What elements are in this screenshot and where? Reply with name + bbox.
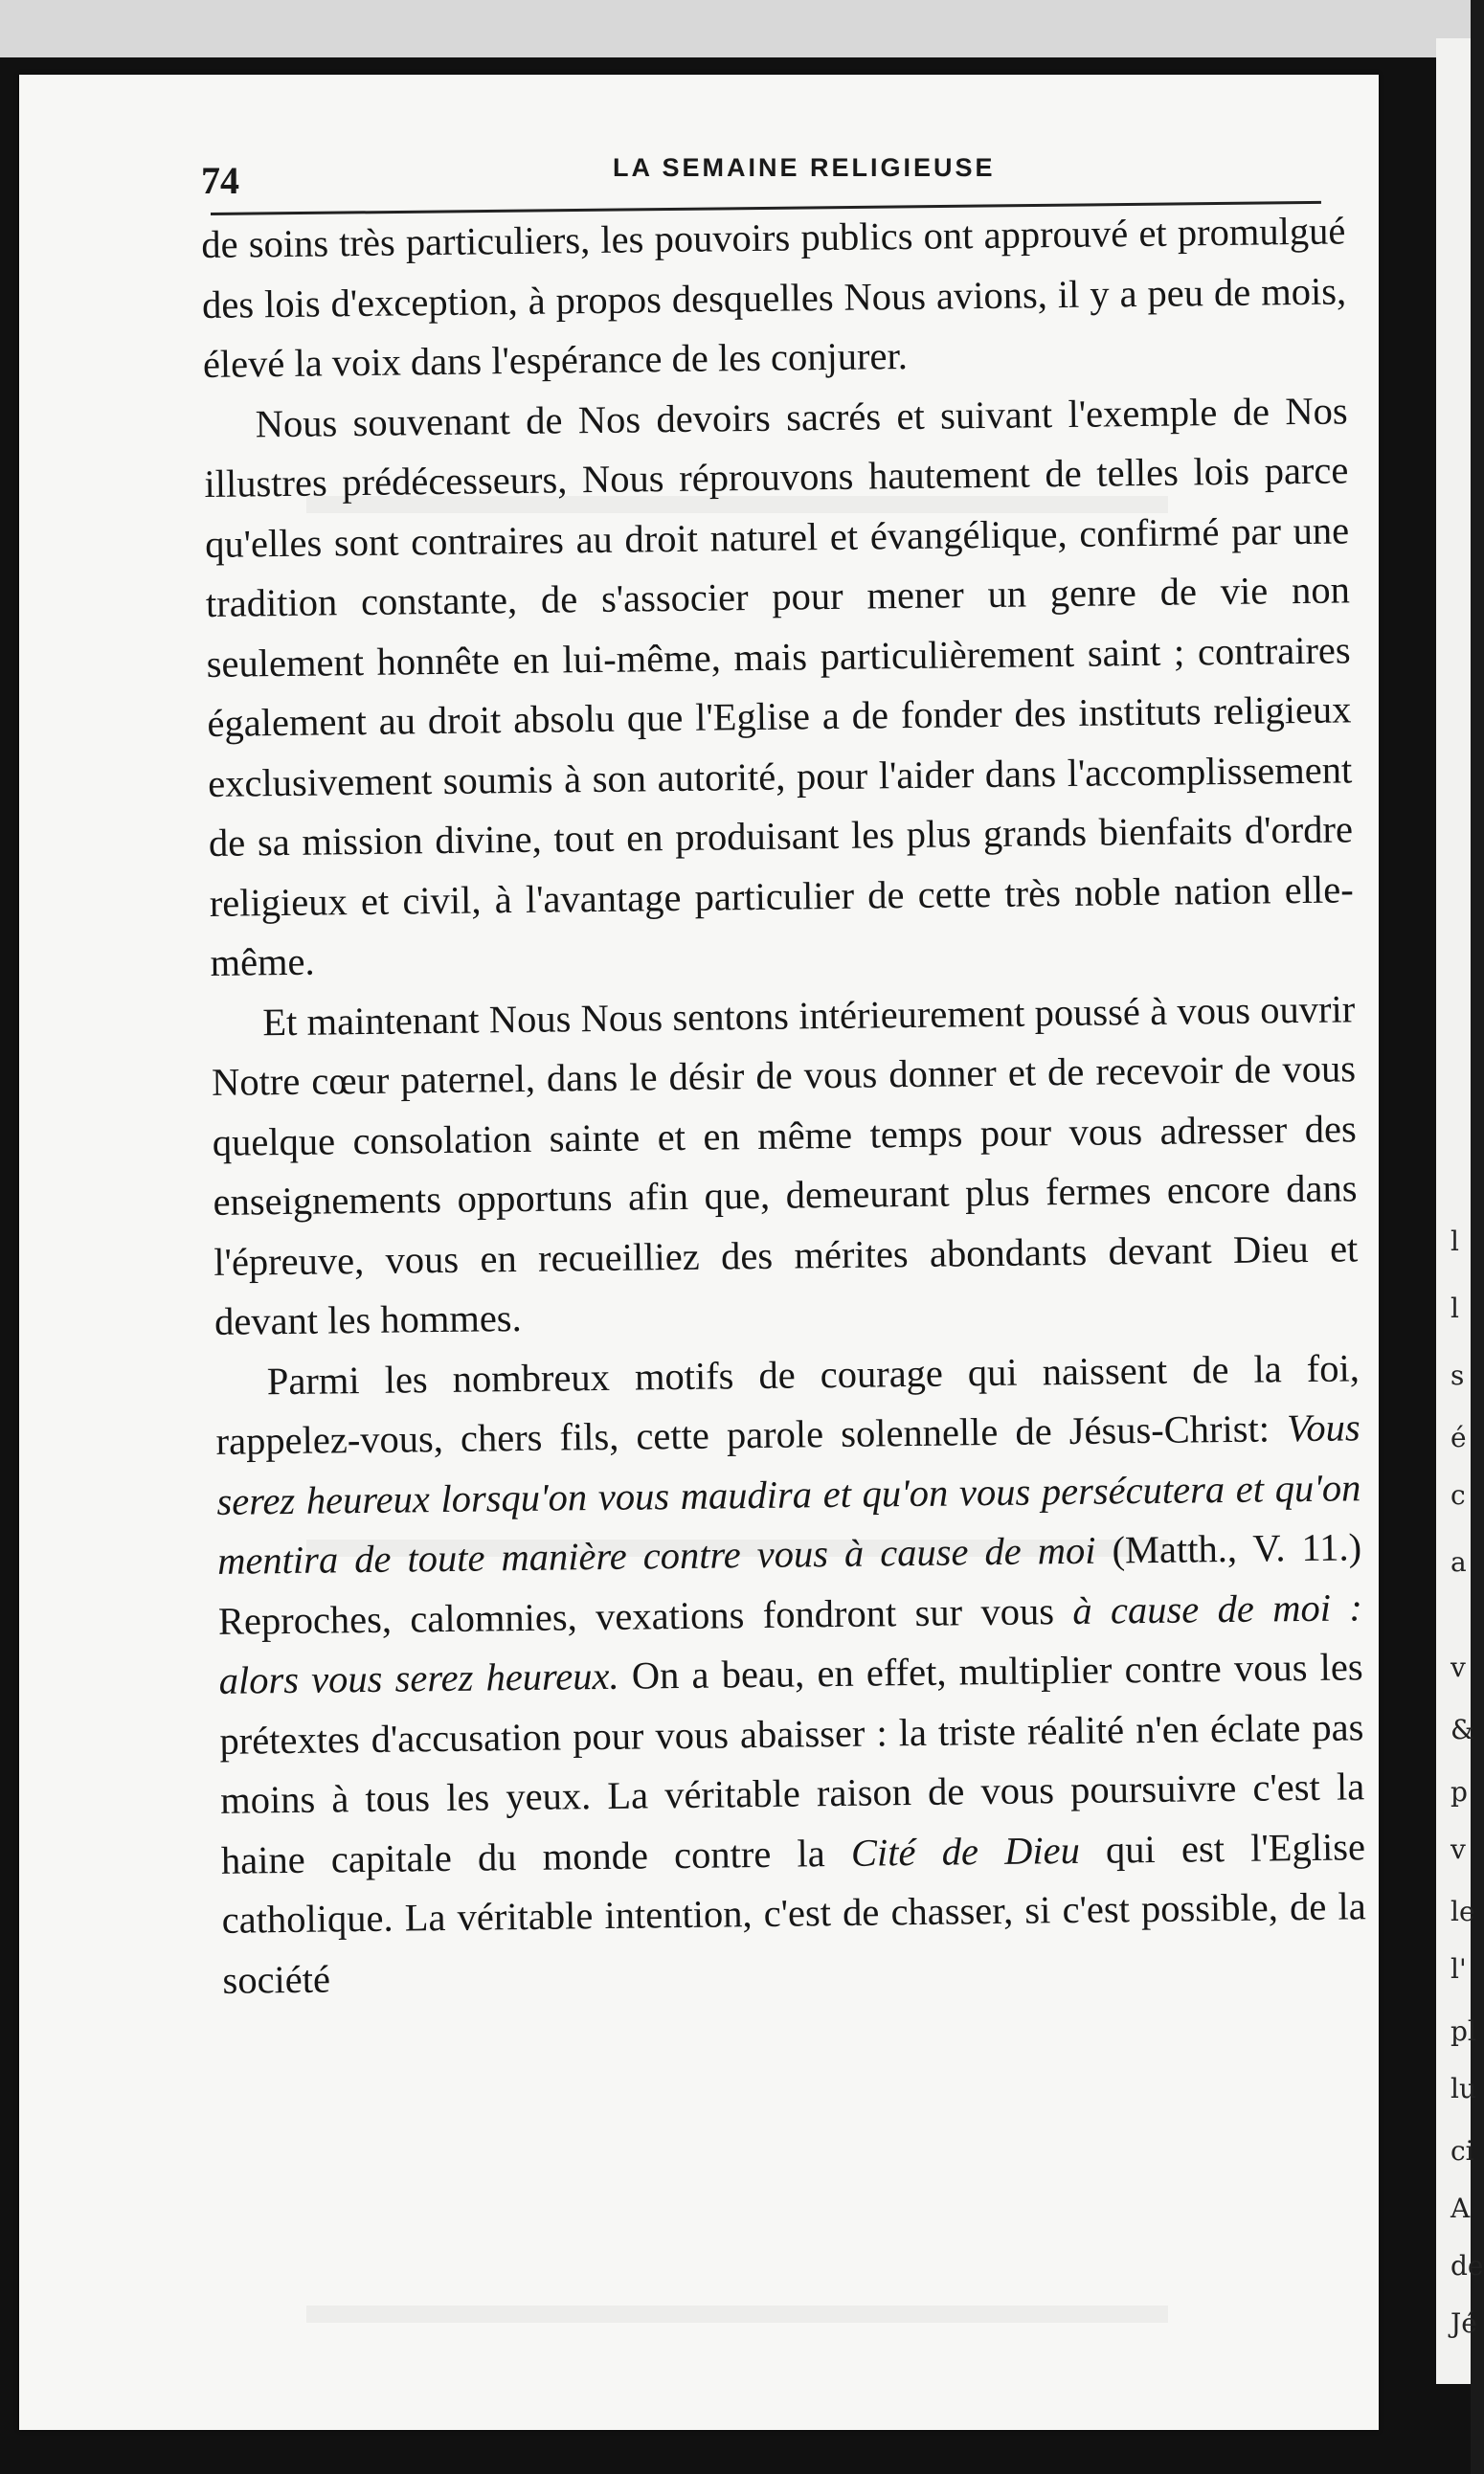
scripture-quote: Vous serez heureux lorsqu'on vous maudira et qu'on vous persécutera et qu'on mentira de toute manière contre vous à cause de moi [216, 1406, 1361, 1583]
page-number: 74 [201, 159, 239, 202]
adjacent-page-letter: de [1450, 2250, 1484, 2282]
paragraph-intro: Parmi les nombreux motifs de courage qui naissent de la foi, rappelez-vous, chers fils, cette parole solennelle de Jésus-Christ: [215, 1345, 1360, 1463]
adjacent-page-letter: pl [1450, 2015, 1476, 2047]
italic-phrase: Cité de Dieu [850, 1828, 1081, 1875]
adjacent-page-letter: é [1450, 1422, 1467, 1453]
adjacent-page-letter: s [1450, 1360, 1465, 1391]
paragraph: de soins très particuliers, les pouvoirs publics ont approuvé et promulgué des lois d'exception, à propos desquelles Nous avions, il y a peu de mois, élevé la voix dans l'espérance de les conjurer. [201, 209, 1347, 386]
adjacent-page-letter: lu [1450, 2073, 1476, 2104]
adjacent-page-letter: l [1450, 1226, 1459, 1257]
adjacent-page-letter: A [1450, 2193, 1471, 2224]
adjacent-page-letter: l' [1450, 1953, 1467, 1985]
adjacent-page-letter: c [1450, 1479, 1466, 1511]
paragraph-text: On a beau, en effet, multiplier contre vous les prétextes d'accusation pour vous abaisser : la triste réalité n'en éclate pas moins à tous les yeux. La véritable raison de vous poursuivre c'est la haine capitale du monde contre la [219, 1645, 1365, 1882]
adjacent-page-letter: Jé [1450, 2307, 1477, 2339]
paragraph: Et maintenant Nous Nous sentons intérieurement poussé à vous ouvrir Notre cœur paternel, dans le désir de vous donner et de recevoir de vous quelque consolation sainte et en même temps pour vous adresser des enseignements opportuns afin que, demeurant plus fermes encore dans l'épreuve, vous en recueilliez des mérites abondants devant Dieu et devant les hommes. [211, 986, 1359, 1343]
adjacent-page-letter: & [1450, 1714, 1474, 1745]
paragraph [215, 1338, 1367, 2011]
adjacent-page-letter: v [1450, 1833, 1466, 1865]
body-text [201, 201, 1367, 2010]
paragraph: Nous souvenant de Nos devoirs sacrés et suivant l'exemple de Nos illustres prédécesseurs, Nous réprouvons hautement de telles lois parce qu'elles sont contraires au droit naturel et évangélique, confirmé par une tradition constante, de s'associer pour mener un genre de vie non seulement honnête en lui-même, mais particulièrement saint ; contraires également au droit absolu que l'Eglise a de fonder des instituts religieux exclusivement soumis à son autorité, pour l'aider dans l'accomplissement de sa mission divine, tout en produisant les plus grands bienfaits d'ordre religieux et civil, à l'avantage particulier de cette très noble nation elle-même. [204, 388, 1354, 984]
paragraph-text: qui est l'Eglise catholique. La véritable intention, c'est de chasser, si c'est possible, de la société [221, 1824, 1366, 2002]
adjacent-page-letter: a [1450, 1546, 1467, 1578]
adjacent-page-letter: ci [1450, 2135, 1474, 2167]
paragraph-text: Reproches, calomnies, vexations fondront sur vous [217, 1588, 1055, 1643]
show-through [306, 2305, 1168, 2323]
scan-margin-top [0, 0, 1471, 57]
running-head: LA SEMAINE RELIGIEUSE [613, 153, 996, 182]
scripture-reference: (Matth., V. 11.) [1112, 1525, 1362, 1572]
adjacent-page-letter: l [1450, 1293, 1459, 1324]
scripture-quote: à cause de moi : alors vous serez heureux. [218, 1585, 1363, 1702]
adjacent-page-letter: p [1450, 1776, 1468, 1808]
adjacent-page-letter: le [1450, 1896, 1475, 1927]
adjacent-page-letter: v [1450, 1652, 1466, 1683]
